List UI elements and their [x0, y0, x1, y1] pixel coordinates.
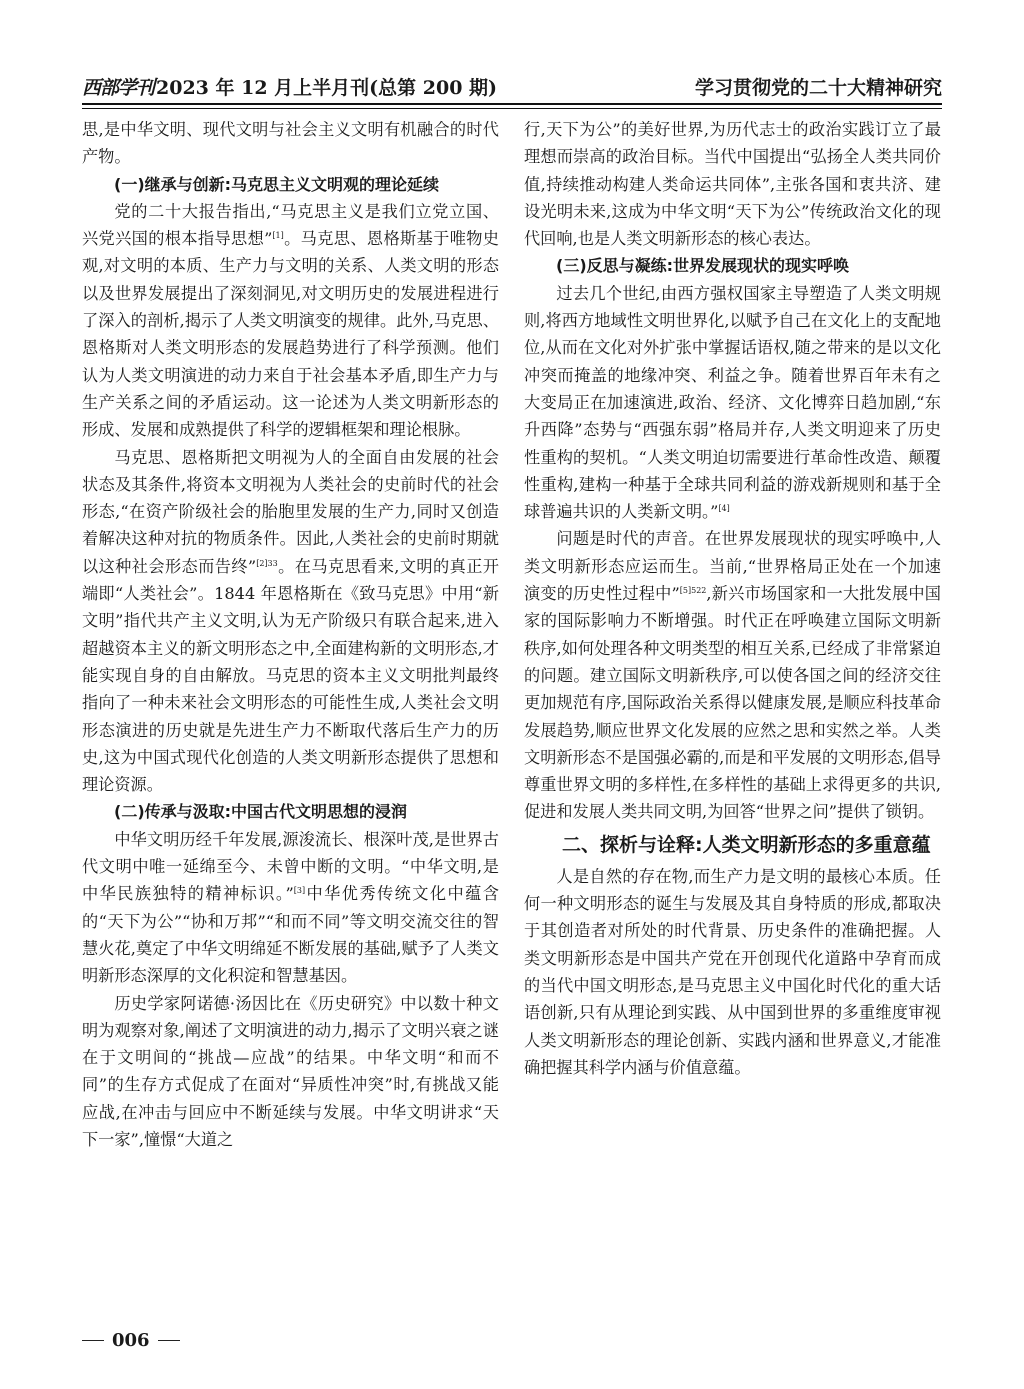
page-footer [82, 1330, 180, 1351]
citation: [4] [718, 504, 730, 514]
right-column [524, 116, 941, 1081]
paragraph: 马克思、恩格斯把文明视为人的全面自由发展的社会状态及其条件,将资本文明视为人类社会的史前时代的社会形态,“在资产阶级社会的胎胞里发展的生产力,同时又创造着解决这种对抗的物质条件。因此,人类社会的史前时期就以这种社会形态而告终”$^{[2]33}$。在马克思看来,文明的真正开端即“人类社会”。1844 年恩格斯在《致马克思》中用“新文明”指代共产主义文明,认为无产阶级只有联合起来,进入超越资本主义的新文明形态之中,全面建构新的文明形态,才能实现自身的自由解放。马克思的资本主义文明批判最终指向了一种未来社会文明形态的可能性生成,人类社会文明形态演进的历史就是先进生产力不断取代落后生产力的历史,这为中国式现代化创造的人类文明新形态提供了思想和理论资源。 [82, 447, 499, 795]
running-header [82, 66, 942, 100]
paragraph: 中华文明历经千年发展,源浚流长、根深叶茂,是世界古代文明中唯一延绵至今、未曾中断的文明。“中华文明,是中华民族独特的精神标识。”[3]中华优秀传统文化中蕴含的“天下为公”“协和万邦”“和而不同”等文明交流交往的智慧火花,奠定了中华文明绵延不断发展的基础,赋予了人类文明新形态深厚的文化积淀和智慧基因。 [82, 829, 499, 986]
journal-logo: 西部学刊 [82, 77, 155, 99]
paragraph: 党的二十大报告指出,“马克思主义是我们立党立国、兴党兴国的根本指导思想”[1]。马克思、恩格斯基于唯物史观,对文明的本质、生产力与文明的关系、人类文明的形态以及世界发展提出了深刻洞见,对文明历史的发展进程进行了深入的剖析,揭示了人类文明演变的规律。此外,马克思、恩格斯对人类文明形态的发展趋势进行了科学预测。他们认为人类文明演进的动力来自于社会基本矛盾,即生产力与生产关系之间的矛盾运动。这一论述为人类文明新形态的形成、发展和成熟提供了科学的逻辑框架和理论根脉。 [82, 201, 499, 440]
header-rule-thick [82, 103, 942, 105]
subsection-heading: (三)反思与凝练:世界发展现状的现实呼唤 [556, 256, 850, 276]
paragraph: 思,是中华文明、现代文明与社会主义文明有机融合的时代产物。 [82, 120, 499, 167]
section-title: 学习贯彻党的二十大精神研究 [694, 77, 942, 99]
footer-dash-left [82, 1340, 104, 1341]
header-rule-thin [82, 108, 942, 109]
section-heading: 二、探析与诠释:人类文明新形态的多重意蕴 [562, 833, 931, 856]
subsection-heading: (二)传承与汲取:中国古代文明思想的浸润 [114, 802, 408, 822]
citation: [3] [293, 886, 306, 896]
paragraph: 历史学家阿诺德·汤因比在《历史研究》中以数十种文明为观察对象,阐述了文明演进的动力,揭示了文明兴衰之谜在于文明间的“挑战—应战”的结果。中华文明“和而不同”的生存方式促成了在面对“异质性冲突”时,有挑战又能应战,在冲击与回应中不断延续与发展。中华文明讲求“天下一家”,憧憬“大道之 [82, 993, 499, 1149]
citation: [1] [272, 231, 284, 241]
footer-dash-right [158, 1340, 180, 1341]
left-column [82, 116, 499, 1153]
paragraph: 问题是时代的声音。在世界发展现状的现实呼唤中,人类文明新形态应运而生。当前,“世界格局正处在一个加速演变的历史性过程中”$^{[5]522}$,新兴市场国家和一大批发展中国家的国际影响力不断增强。时代正在呼唤建立国际文明新秩序,如何处理各种文明类型的相互关系,已经成了非常紧迫的问题。建立国际文明新秩序,可以使各国之间的经济交往更加规范有序,国际政治关系得以健康发展,是顺应科技革命发展趋势,顺应世界文化发展的应然之思和实然之举。人类文明新形态不是国强必霸的,而是和平发展的文明形态,倡导尊重世界文明的多样性,在多样性的基础上求得更多的共识,促进和发展人类共同文明,为回答“世界之问”提供了锁钥。 [524, 529, 941, 822]
issue-info: 2023 年 12 月上半月刊(总第 200 期) [156, 77, 498, 99]
paragraph: 行,天下为公”的美好世界,为历代志士的政治实践订立了最理想而崇高的政治目标。当代中国提出“弘扬全人类共同价值,持续推动构建人类命运共同体”,主张各国和衷共济、建设光明未来,这成为中华文明“天下为公”传统政治文化的现代回响,也是人类文明新形态的核心表达。 [524, 120, 941, 249]
journal-info [82, 73, 497, 100]
subsection-heading: (一)继承与创新:马克思主义文明观的理论延续 [114, 174, 440, 194]
citation: [2]33 [256, 558, 278, 568]
paragraph: 过去几个世纪,由西方强权国家主导塑造了人类文明规则,将西方地域性文明世界化,以赋予自己在文化上的支配地位,从而在文化对外扩张中掌握话语权,随之带来的是以文化冲突而掩盖的地缘冲突、利益之争。随着世界百年未有之大变局正在加速演进,政治、经济、文化博弈日趋加剧,“东升西降”态势与“西强东弱”格局并存,人类文明迎来了历史性重构的契机。“人类文明迫切需要进行革命性改造、颠覆性重构,建构一种基于全球共同利益的游戏新规则和基于全球普遍共识的人类新文明。”[4] [524, 283, 941, 522]
paragraph: 人是自然的存在物,而生产力是文明的最核心本质。任何一种文明形态的诞生与发展及其自身特质的形成,都取决于其创造者对所处的时代背景、历史条件的准确把握。人类文明新形态是中国共产党在开创现代化道路中孕育而成的当代中国文明形态,是马克思主义中国化时代化的重大话语创新,只有从理论到实践、从中国到世界的多重维度审视人类文明新形态的理论创新、实践内涵和世界意义,才能准确把握其科学内涵与价值意蕴。 [524, 866, 941, 1077]
page-number: 006 [112, 1330, 150, 1351]
citation: [5]522 [679, 586, 707, 596]
